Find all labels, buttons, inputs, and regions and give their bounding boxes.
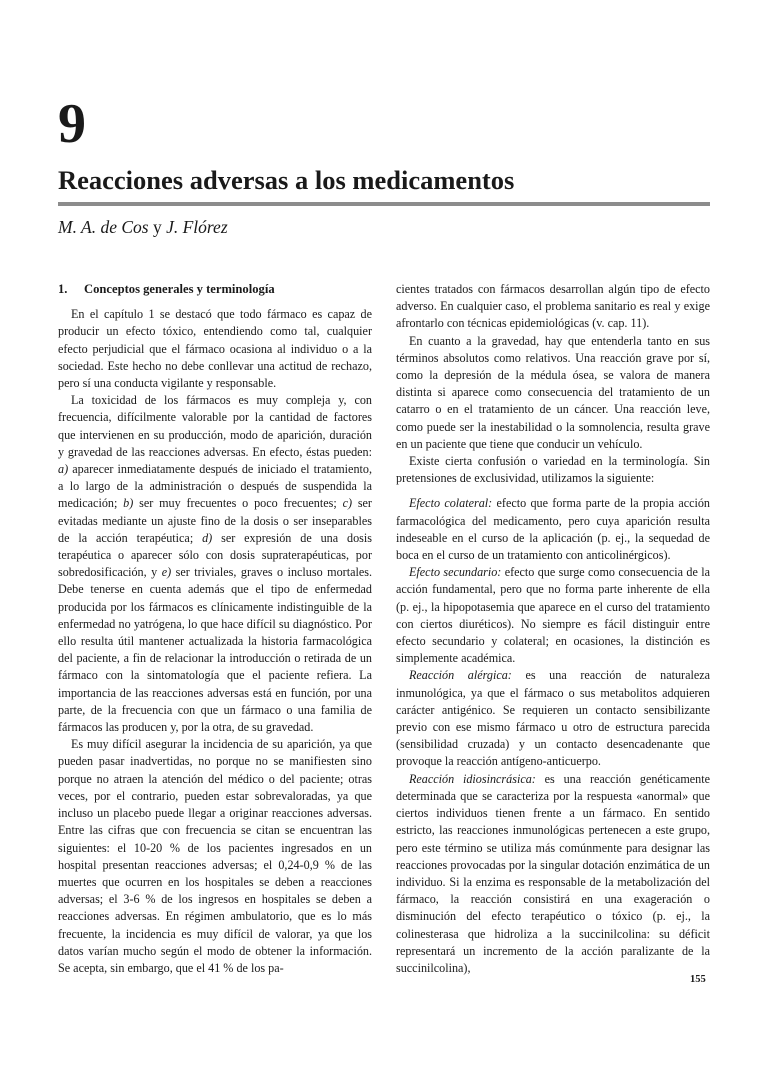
section-title: Conceptos generales y terminología bbox=[84, 282, 275, 296]
paragraph: Es muy difícil asegurar la incidencia de su aparición, ya que pueden pasar inadvertidas, no porque no se manifiesten sino porque no atraen la atención del médico o del paciente; otras veces, por el contrario, pueden estar sobrevaloradas, ya que incluso un placebo puede llegar a originar reacciones adversas. Entre las cifras que con frecuencia se citan se encuentran las siguientes: el 10-20 % de los pacientes ingresados en un hospital presentan reacciones adversas; el 0,24-0,9 % de las muertes que ocurren en los hospitales se deben a reacciones adversas; el 3-6 % de los ingresos en hospitales se deben a reacciones adversas. En régimen ambulatorio, que es lo más frecuente, la incidencia es muy difícil de valorar, ya que los datos varían mucho según el modo de obtener la información. Se acepta, sin embargo, que el 41 % de los pa- bbox=[58, 737, 372, 975]
definition-efecto-colateral bbox=[396, 495, 710, 564]
text-run: ser muy frecuentes o poco frecuentes; bbox=[133, 496, 343, 511]
definition-efecto-secundario bbox=[396, 564, 710, 667]
definition-text: efecto que surge como consecuencia de la acción fundamental, pero que no forma parte inherente de ella (p. ej., la hipopotasemia que aparece en el curso del tratamiento con ciertos diuréticos). No siempre es fácil distinguir entre efecto secundario y colateral; en ocasiones, la distinción es simplemente académica. bbox=[396, 565, 710, 666]
title-rule bbox=[58, 202, 710, 206]
definition-term: Efecto colateral: bbox=[409, 496, 493, 511]
left-column bbox=[58, 281, 372, 977]
authors bbox=[58, 217, 228, 238]
list-marker: c) bbox=[342, 496, 352, 511]
text-run: La toxicidad de los fármacos es muy compleja y, con frecuencia, difícilmente valorable por la cantidad de factores que intervienen en su producción, modo de aparición, duración y gravedad de las reacciones adversas. En efecto, éstas pueden: bbox=[58, 393, 372, 459]
section-number: 1. bbox=[58, 282, 68, 296]
list-marker: e) bbox=[161, 565, 172, 580]
paragraph: En el capítulo 1 se destacó que todo fármaco es capaz de producir un efecto tóxico, entendiendo como tal, cualquier efecto perjudicial que el fármaco ocasiona al individuo o a la sociedad. Este hecho no debe conllevar una actitud de rechazo, pero sí una conducta vigilante y responsable. bbox=[58, 307, 372, 391]
spacer bbox=[396, 487, 710, 495]
definition-text: efecto que forma parte de la propia acción farmacológica del medicamento, pero cuya aparición resulta indeseable en el curso de la aplicación (p. ej., la sequedad de boca en el curso de un tratamiento con anticolinérgicos). bbox=[396, 496, 710, 563]
right-column bbox=[396, 281, 710, 977]
definition-reaccion-alergica bbox=[396, 667, 710, 770]
text-run: ser expresión de una dosis terapéutica o aparecer sólo con dosis supraterapéuticas, por sobredosificación, y bbox=[58, 530, 372, 580]
paragraph: En cuanto a la gravedad, hay que entenderla tanto en sus términos absolutos como relativos. Una reacción grave por sí, como la depresión de la médula ósea, se valora de manera distinta si aparece como consecuencia del tratamiento de un catarro o en el tratamiento de un cáncer. Una reacción leve, como puede ser la inestabilidad o la somnolencia, resulta grave en un paciente que tiene que conducir un vehículo. bbox=[396, 333, 710, 451]
section-heading bbox=[58, 281, 372, 298]
text-run: aparecer inmediatamente después de iniciado el tratamiento, a lo largo de la administración o después de suspendida la medicación; bbox=[58, 462, 372, 511]
text-run: ser triviales, graves o incluso mortales. Debe tenerse en cuenta además que el tipo de enfermedad producida por los fármacos es clínicamente indistinguible de la enfermedad no yatrógena, lo que hace difícil su diagnóstico. Por ello resulta útil mantener actualizada la historia farmacológica del paciente, a fin de relacionar la introducción o retirada de un fármaco con la sintomatología que el paciente refiera. La importancia de las reacciones adversas está en función, por una parte, de la frecuencia con que un fármaco o una familia de fármacos las producen y, por la otra, de su gravedad. bbox=[58, 565, 372, 735]
author-1: M. A. de Cos bbox=[58, 217, 149, 237]
page-number: 155 bbox=[690, 974, 706, 985]
definition-reaccion-idiosincrasica bbox=[396, 771, 710, 977]
paragraph bbox=[58, 392, 372, 736]
paragraph: cientes tratados con fármacos desarrollan algún tipo de efecto adverso. En cualquier caso, el problema sanitario es real y exige afrontarlo con técnicas epidemiológicas (v. cap. 11). bbox=[396, 282, 710, 331]
definition-term: Reacción idiosincrásica: bbox=[409, 771, 536, 786]
list-marker: a) bbox=[58, 462, 69, 477]
author-2: J. Flórez bbox=[166, 217, 228, 237]
chapter-title: Reacciones adversas a los medicamentos bbox=[58, 165, 515, 195]
chapter-number: 9 bbox=[58, 93, 86, 155]
list-marker: b) bbox=[123, 496, 134, 511]
text-run: ser evitadas mediante un ajuste fino de la dosis o ser inseparables de la acción terapéutica; bbox=[58, 496, 372, 545]
author-conjunction: y bbox=[148, 217, 167, 237]
definition-term: Reacción alérgica: bbox=[409, 668, 512, 683]
definition-text: es una reacción de naturaleza inmunológica, ya que el fármaco o sus metabolitos adquieren carácter antigénico. Se requieren un contacto sensibilizante previo con ese mismo fármaco u otro de estructura parecida (sensibilidad cruzada) y un contacto desencadenante que provoque la reacción antígeno-anticuerpo. bbox=[396, 668, 710, 769]
paragraph: Existe cierta confusión o variedad en la terminología. Sin pretensiones de exclusividad, utilizamos la siguiente: bbox=[396, 454, 710, 486]
definition-term: Efecto secundario: bbox=[409, 565, 502, 580]
list-marker: d) bbox=[202, 530, 213, 545]
definition-text: es una reacción genéticamente determinada que se caracteriza por la respuesta «anormal» que ciertos individuos tienen frente a un fármaco. En sentido estricto, las reacciones inmunológicas pertenecen a este grupo, pero este término se utiliza más comúnmente para designar las reacciones provocadas por la singular dotación enzimática de un individuo. Si la enzima es responsable de la metabolización del fármaco, la reacción consistirá en una exageración o disminución del efecto terapéutico o tóxico (p. ej., la colinesterasa que hidroliza a la succinilcolina: su déficit representará un incremento de la acción paralizante de la succinilcolina), bbox=[396, 771, 711, 975]
